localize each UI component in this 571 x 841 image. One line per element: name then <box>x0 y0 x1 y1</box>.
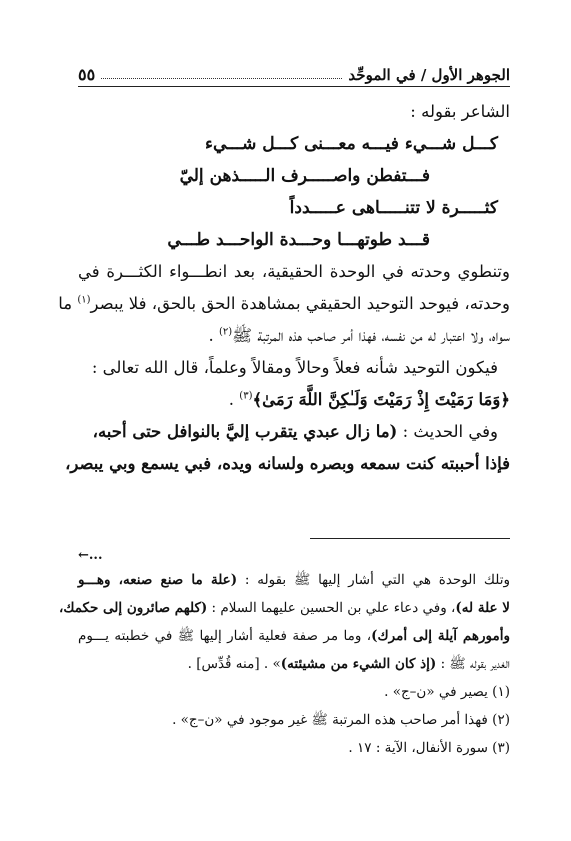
text-line: وتنطوي وحدته في الوحدة الحقيقية، بعد انطـــواء الكثـــرة في <box>78 262 510 281</box>
footnote-note: (٢) فهذا أمر صاحب هذه المرتبة ﷺ غير موجود في «ن–ج» . <box>172 712 510 728</box>
text-segment: وتلك الوحدة هي التي أشار إليها ﷺ بقوله : <box>237 572 511 588</box>
main-text <box>58 96 510 480</box>
text-line <box>58 288 510 320</box>
text-segment: » . [منه قُدِّس] . <box>187 656 281 672</box>
quote-text: وأمورهم آيلة إلى أمرك) <box>371 628 510 644</box>
running-header <box>78 58 510 84</box>
poem-verse: قـــد طوتهـــا وحـــدة الواحـــد طـــي <box>167 230 430 250</box>
quote-text: لا علة له) <box>455 600 510 616</box>
poem-verse: كـــل شـــيء فيـــه معـــنى كـــل شـــيء <box>205 134 498 154</box>
text-segment: ، وما مر صفة فعلية أشار إليها ﷺ في خطبته يـــوم <box>78 628 372 644</box>
text-line: فيكون التوحيد شأنه فعلاً وحالاً ومقالاً وعلماً، قال الله تعالى : <box>91 358 498 377</box>
quote-text: (علة ما صنع صنعه، وهـــو <box>78 572 238 588</box>
text-segment: ما <box>58 294 78 313</box>
footnote-line <box>78 650 510 678</box>
text-line: الشاعر بقوله : <box>410 102 510 121</box>
footnote-line <box>78 622 510 650</box>
quote-text: (إذ كان الشيء من مشيئته) <box>280 656 437 672</box>
footnote-line <box>59 594 510 622</box>
footnotes-block <box>59 566 511 762</box>
header-leader-dots <box>101 78 342 79</box>
quran-verse-line <box>78 384 510 416</box>
poem-verse: كثـــــرة لا تتنـــــاهى عـــــدداً <box>289 198 498 218</box>
hadith-line: فإذا أحببته كنت سمعه وبصره ولسانه ويده، فبي يسمع وبي يبصر، <box>65 454 510 473</box>
hadith-text: (ما زال عبدي يتقرب إليَّ بالنوافل حتى أحبه، <box>92 422 398 441</box>
header-rule <box>78 86 510 87</box>
footnote-ref: (٢) <box>218 326 233 338</box>
text-segment: . <box>208 326 219 345</box>
text-segment: سواه، ولا اعتبار له من نفسه، فهذا أمر صاحب هذه المرتبة ﷺ <box>232 326 510 345</box>
text-segment: الغدير بقوله ﷺ : <box>436 656 510 672</box>
text-line <box>78 416 510 448</box>
header-title: الجوهر الأول / في الموحِّد <box>348 66 510 84</box>
footnote-ref: (١) <box>77 294 91 306</box>
footnote-note: (٣) سورة الأنفال، الآية : ١٧ . <box>348 740 510 756</box>
text-line <box>78 320 510 352</box>
footnote-note: (١) يصير في «ن–ج» . <box>384 684 510 700</box>
poem-verse: فـــتفطن واصـــــرف الـــــذهن إليّ <box>179 166 430 186</box>
text-segment: ، وفي دعاء علي بن الحسين عليهما السلام : <box>207 600 456 616</box>
text-segment: وحدته، فيوحد التوحيد الحقيقي بمشاهدة الحق بالحق، فلا يبصر <box>90 294 510 313</box>
footnote-ref: (٣) <box>239 390 253 402</box>
footnote-line <box>78 566 510 594</box>
footnote-separator <box>310 538 510 539</box>
quran-verse: ﴿وَمَا رَمَيْتَ إِذْ رَمَيْتَ وَلَـٰكِنَّ اللَّهَ رَمَىٰ﴾ <box>252 390 510 409</box>
continuation-arrow: ←... <box>78 548 103 563</box>
text-segment: وفي الحديث : <box>397 422 498 441</box>
quote-text: (كلهم صائرون إلى حكمك، <box>59 600 208 616</box>
text-segment: . <box>228 390 240 409</box>
page-number: ٥٥ <box>78 65 96 84</box>
